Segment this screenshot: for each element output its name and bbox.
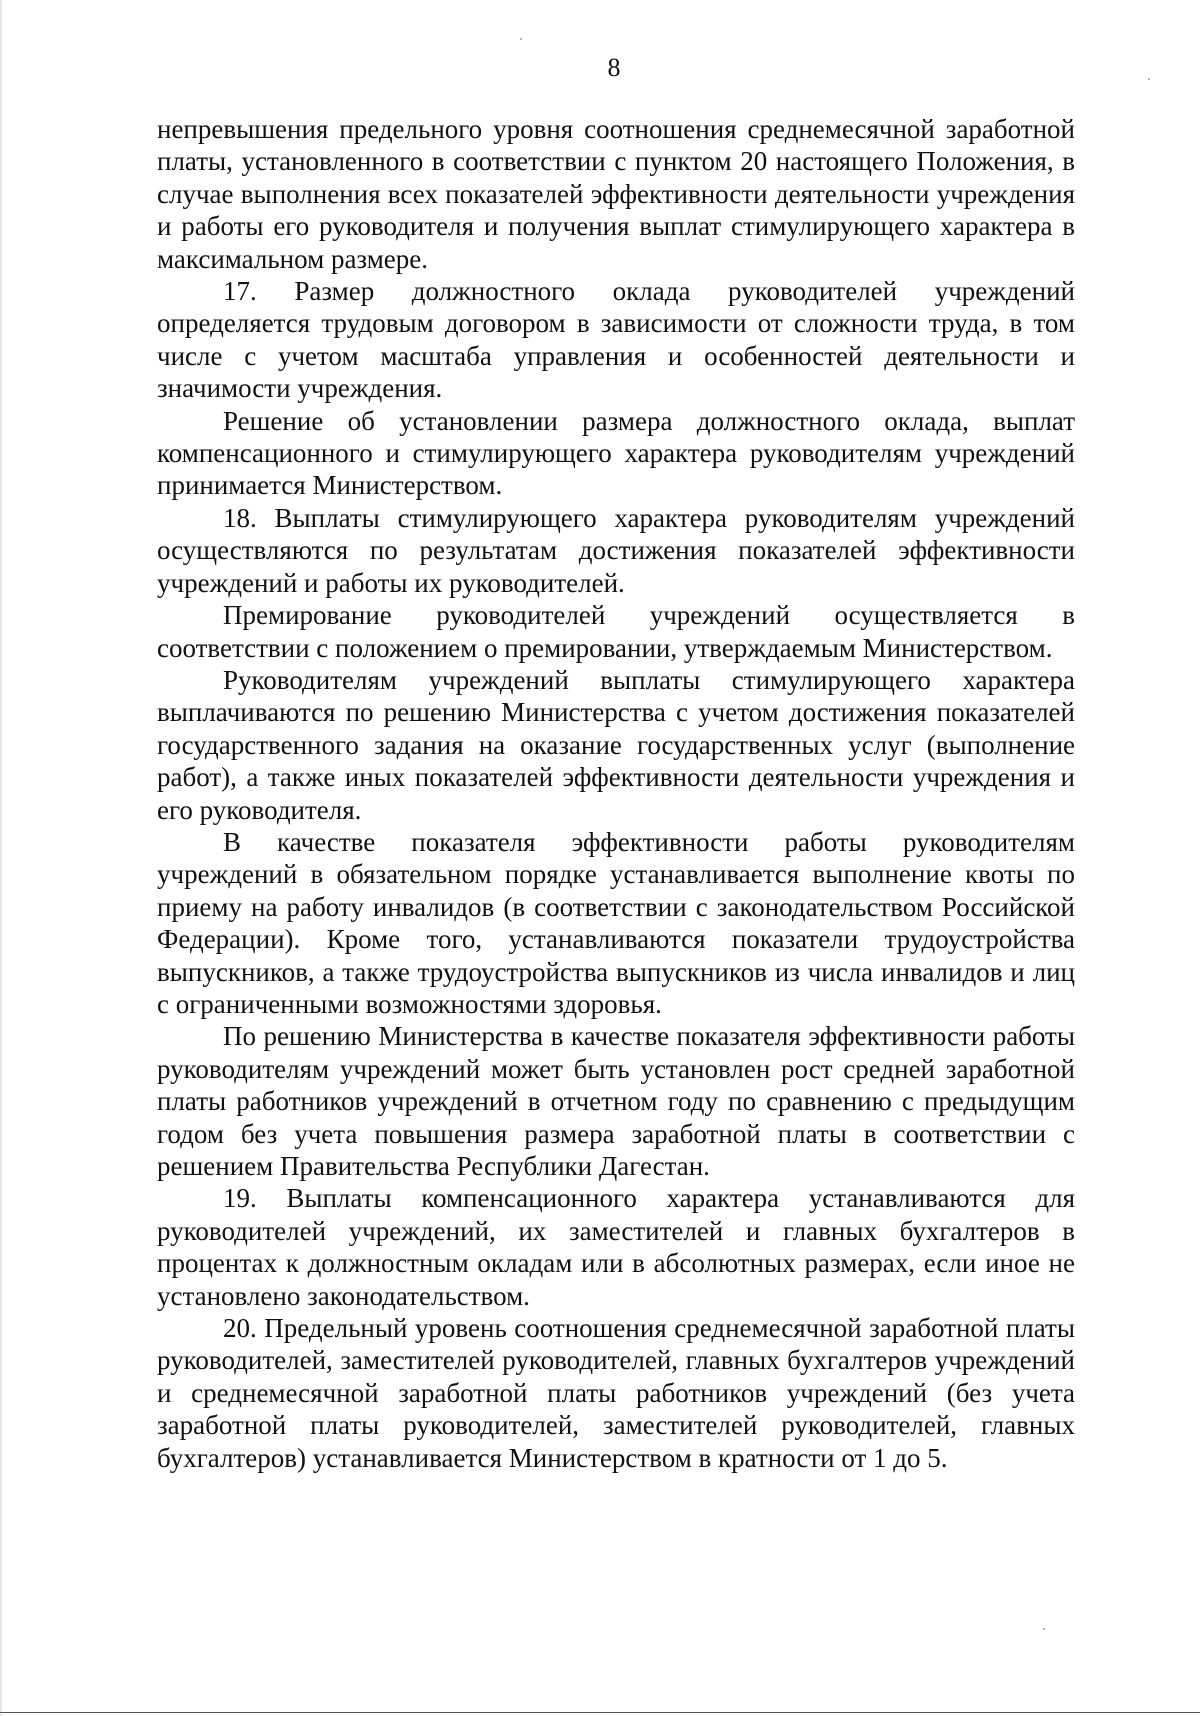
paragraph-item-17: 17. Размер должностного оклада руководителей учреждений определяется трудовым договором в зависимости от сложности труда, в том числе с учетом масштаба управления и особенностей деятельности и значимости учреждения.: [157, 276, 1075, 404]
paragraph-salary-decision: Решение об установлении размера должностного оклада, выплат компенсационного и стимулирующего характера руководителям учреждений принимается Министерством.: [157, 405, 1075, 501]
page-number: 8: [607, 53, 621, 82]
paragraph-continuation: непревышения предельного уровня соотношения среднемесячной заработной платы, установленного в соответствии с пунктом 20 настоящего Положения, в случае выполнения всех показателей эффективности деятельности учреждения и работы его руководителя и получения выплат стимулирующего характера в максимальном размере.: [157, 114, 1075, 274]
paragraph-item-18: 18. Выплаты стимулирующего характера руководителям учреждений осуществляются по результатам достижения показателей эффективности учреждений и работы их руководителей.: [157, 502, 1075, 598]
scan-speck: [520, 38, 522, 40]
paragraph-ministry-decision: По решению Министерства в качестве показателя эффективности работы руководителям учреждений может быть установлен рост средней заработной платы работников учреждений в отчетном году по сравнению с предыдущим годом без учета повышения размера заработной платы в соответствии с решением Правительства Республики Дагестан.: [157, 1021, 1075, 1181]
scan-edge: [0, 0, 2, 1716]
paragraph-item-19: 19. Выплаты компенсационного характера устанавливаются для руководителей учреждений, их заместителей и главных бухгалтеров в процентах к должностным окладам или в абсолютных размерах, если иное не установлено законодательством.: [157, 1183, 1075, 1311]
document-body: [157, 113, 1075, 1474]
paragraph-incentive-payments: Руководителям учреждений выплаты стимулирующего характера выплачиваются по решению Министерства с учетом достижения показателей государственного задания на оказание государственных услуг (выполнение работ), а также иных показателей эффективности деятельности учреждения и его руководителя.: [157, 664, 1075, 825]
paragraph-efficiency-indicator: В качестве показателя эффективности работы руководителям учреждений в обязательном порядке устанавливается выполнение квоты по приему на работу инвалидов (в соответствии с законодательством Российской Федерации). Кроме того, устанавливаются показатели трудоустройства выпускников, а также трудоустройства выпускников из числа инвалидов и лиц с ограниченными возможностями здоровья.: [157, 826, 1075, 1019]
paragraph-item-20: 20. Предельный уровень соотношения среднемесячной заработной платы руководителей, заместителей руководителей, главных бухгалтеров учреждений и среднемесячной заработной платы работников учреждений (без учета заработной платы руководителей, заместителей руководителей, главных бухгалтеров) устанавливается Министерством в кратности от 1 до 5.: [157, 1313, 1075, 1473]
paragraph-bonus: Премирование руководителей учреждений осуществляется в соответствии с положением о премировании, утверждаемым Министерством.: [157, 600, 1075, 663]
scan-speck: [1043, 1628, 1045, 1630]
scan-bottom-edge: [0, 1712, 1200, 1713]
